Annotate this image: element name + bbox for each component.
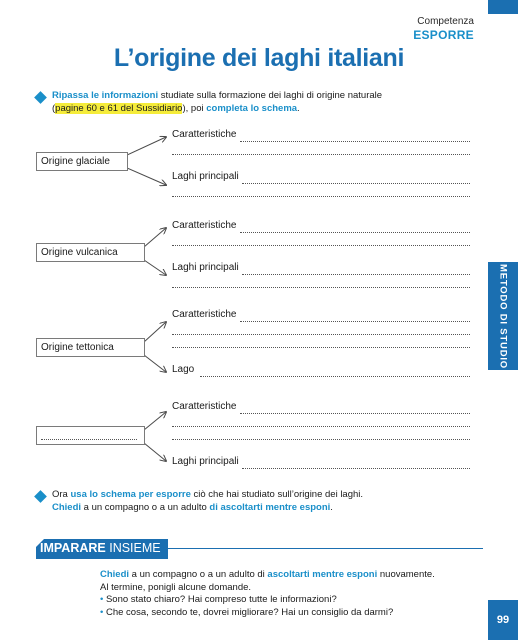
section-line-2: Al termine, ponigli alcune domande. [100, 581, 252, 593]
fill-line[interactable] [240, 232, 470, 233]
sidebar-label: METODO DI STUDIO [497, 263, 509, 369]
section-text: nuovamente. [377, 569, 435, 580]
fill-line[interactable] [172, 245, 470, 246]
competence-value: ESPORRE [413, 28, 474, 42]
field-label-caratteristiche: Caratteristiche [172, 309, 237, 320]
section-listen: ascoltarti mentre esponi [267, 569, 378, 580]
instruction-2-text: ciò che hai studiato sull’origine dei laghi. [190, 489, 364, 500]
arrow-tettonica-1 [144, 322, 166, 342]
page-number: 99 [488, 600, 518, 640]
instruction-2-end: . [330, 502, 333, 513]
instruction-1-end: . [297, 103, 300, 114]
section-heading [40, 541, 161, 555]
bullet-dot-icon: • [100, 594, 104, 605]
origin-box-glaciale: Origine glaciale [36, 152, 128, 171]
instruction-2-highlight: usa lo schema per esporre [70, 489, 191, 500]
section-bullet: Che cosa, secondo te, dovrei migliorare? Hai un consiglio da darmi? [105, 606, 394, 618]
instruction-2-text: Ora [52, 489, 71, 500]
arrow-glaciale-2 [127, 168, 166, 185]
arrow-vulcanica-2 [144, 260, 166, 275]
page-title: L’origine dei laghi italiani [113, 44, 405, 72]
field-label-caratteristiche: Caratteristiche [172, 129, 237, 140]
instruction-2 [52, 488, 472, 514]
instruction-1-action: completa lo schema [206, 103, 298, 114]
origin-box-tettonica: Origine tettonica [36, 338, 145, 357]
origin-box-vulcanica: Origine vulcanica [36, 243, 145, 262]
instruction-2-text: a un compagno o a un adulto [81, 502, 210, 513]
instruction-2-ask: Chiedi [52, 502, 82, 513]
fill-line[interactable] [240, 413, 470, 414]
arrow-vulcanica-1 [144, 228, 166, 247]
section-bullet: Sono stato chiaro? Hai compreso tutte le informazioni? [105, 594, 337, 605]
fill-line[interactable] [172, 196, 470, 197]
fill-line[interactable] [242, 468, 470, 469]
instruction-1-mid: ), poi [182, 103, 207, 114]
section-body [100, 569, 480, 619]
fill-line[interactable] [172, 426, 470, 427]
instruction-1-highlight: Ripassa le informazioni [52, 90, 159, 101]
arrow-tettonica-2 [144, 355, 166, 372]
section-ask: Chiedi [100, 569, 130, 580]
fill-line[interactable] [172, 287, 470, 288]
fill-line[interactable] [240, 141, 470, 142]
arrow-blank-1 [144, 412, 166, 430]
fill-line[interactable] [242, 274, 470, 275]
field-label-caratteristiche: Caratteristiche [172, 401, 237, 412]
field-label-laghi-principali: Laghi principali [172, 262, 239, 273]
fill-line[interactable] [172, 439, 470, 440]
section-text: a un compagno o a un adulto di [129, 569, 268, 580]
page-reference: pagine 60 e 61 del Sussidiario [55, 103, 183, 114]
instruction-1-text: studiate sulla formazione dei laghi di origine naturale [158, 90, 383, 101]
arrow-glaciale-1 [127, 137, 166, 155]
fill-line[interactable] [41, 439, 137, 440]
instruction-2-listen: di ascoltarti mentre esponi [209, 502, 331, 513]
field-label-lago: Lago [172, 364, 195, 375]
competence-label: Competenza [417, 16, 474, 27]
fill-line[interactable] [172, 347, 470, 348]
fill-line[interactable] [172, 334, 470, 335]
field-label-laghi-principali: Laghi principali [172, 171, 239, 182]
origin-box-blank[interactable] [36, 426, 145, 445]
arrow-blank-2 [144, 443, 166, 461]
bullet-dot-icon: • [100, 606, 104, 618]
field-label-laghi-principali: Laghi principali [172, 456, 239, 467]
paren-open: ( [52, 103, 56, 114]
section-heading-thin: INSIEME [105, 541, 161, 555]
section-heading-bold: IMPARARE [40, 541, 106, 555]
field-label-caratteristiche: Caratteristiche [172, 220, 237, 231]
fill-line[interactable] [240, 321, 470, 322]
fill-line[interactable] [172, 154, 470, 155]
fill-line[interactable] [200, 376, 470, 377]
fill-line[interactable] [242, 183, 470, 184]
